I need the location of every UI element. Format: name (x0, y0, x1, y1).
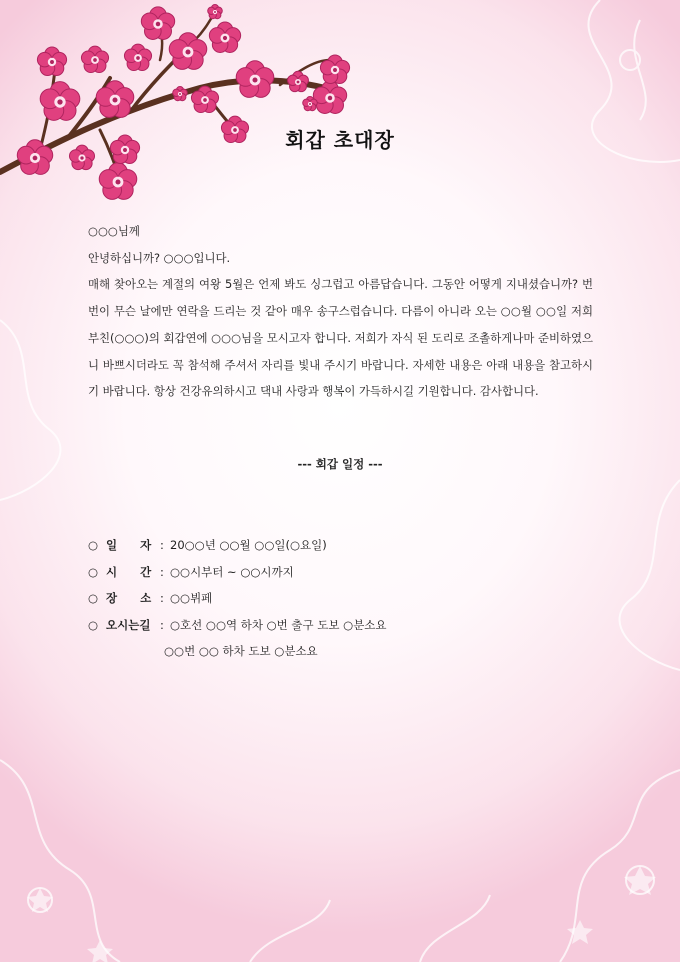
blossom-flower (209, 22, 240, 53)
detail-value-place: ○○뷔페 (170, 591, 213, 605)
detail-row-directions: ○ 오시는길 : ○호선 ○○역 하차 ○번 출구 도보 ○분소요 (88, 612, 387, 639)
detail-label-date: 일 자 (106, 538, 152, 552)
detail-row-place: ○ 장 소 : ○○뷔페 (88, 585, 387, 612)
greeting-line: 안녕하십니까? ○○○입니다. (88, 250, 231, 265)
detail-row-time: ○ 시 간 : ○○시부터 ~ ○○시까지 (88, 559, 387, 586)
blossom-flower (288, 71, 309, 91)
letter-paragraph: 매해 찾아오는 계절의 여왕 5월은 언제 봐도 싱그럽고 아름답습니다. 그동안 어떻게 지내셨습니까? 번번이 무슨 날에만 연락을 드리는 것 같아 매우 송구스럽습니다. 다름이 아니라 오는 ○○월 ○○일 저희 부친(○○○)의 회갑연에 ○○○님을 모시고자 합니다. 저희가 자식 된 도리로 조촐하게나마 준비하였으니 바쁘시더라도 꼭 참석해 주셔서 자리를 빛내 주시기 바랍니다. 자세한 내용은 아래 내용을 참고하시기 바랍니다. 항상 건강유의하시고 댁내 사랑과 행복이 가득하시길 기원합니다. 감사합니다. (88, 277, 593, 399)
blossom-flower (173, 87, 188, 101)
detail-row-date: ○ 일 자 : 20○○년 ○○월 ○○일(○요일) (88, 532, 387, 559)
blossom-flower (40, 82, 80, 121)
detail-value-time: ○○시부터 ~ ○○시까지 (170, 564, 294, 579)
blossom-flower (169, 33, 207, 70)
blossom-flower (208, 5, 223, 19)
detail-value-directions: ○호선 ○○역 하차 ○번 출구 도보 ○분소요 (170, 617, 387, 632)
bullet-circle: ○ (88, 564, 99, 579)
detail-label-directions: 오시는길 (106, 617, 151, 632)
blossom-flower (124, 44, 151, 70)
detail-directions-extra: ○○번 ○○ 하차 도보 ○분소요 (164, 644, 318, 658)
detail-label-place: 장 소 (106, 591, 152, 605)
blossom-flower (141, 7, 174, 40)
recipient-line: ○○○님께 (88, 224, 140, 238)
blossom-flower (96, 81, 134, 118)
cherry-blossom-branch-illustration (0, 0, 360, 210)
blossom-flower (99, 163, 137, 200)
blossom-flower (37, 47, 66, 75)
blossom-flower (236, 61, 274, 98)
detail-value-date: 20○○년 ○○월 ○○일(○요일) (170, 538, 327, 552)
letter-body (88, 218, 593, 405)
bullet-circle: ○ (88, 591, 99, 605)
invitation-title: 회갑 초대장 (285, 128, 395, 152)
schedule-details (88, 532, 387, 665)
bullet-circle: ○ (88, 617, 99, 632)
schedule-heading: --- 회갑 일정 --- (297, 457, 383, 471)
detail-label-time: 시 간 (106, 564, 152, 579)
blossom-flower (81, 46, 108, 72)
bullet-circle: ○ (88, 538, 99, 552)
